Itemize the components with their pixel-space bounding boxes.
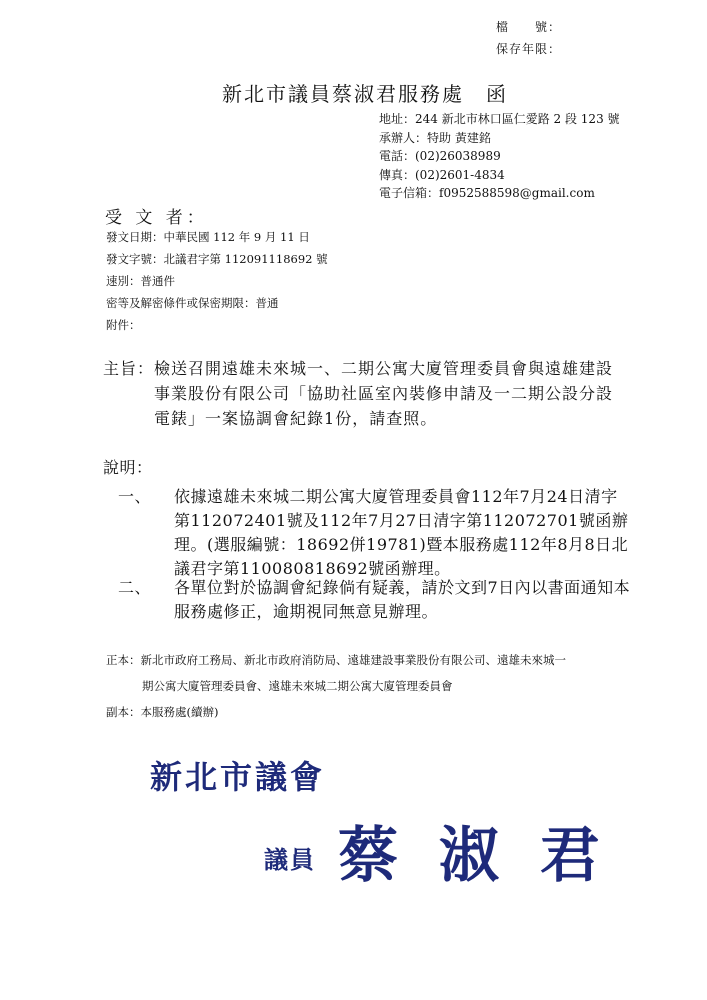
item-number: 一、 [118,487,152,506]
subject-text: 檢送召開遠雄未來城一、二期公寓大廈管理委員會與遠雄建設事業股份有限公司「協助社區室內裝修申請及一二期公設分設電錶」一案協調會紀錄1份，請查照。 [154,359,614,428]
distribution-copy [106,699,218,725]
subject-section [103,356,624,431]
document-title: 新北市議員蔡淑君服務處 函 [222,82,508,106]
main-recipients-line2: 期公寓大廈管理委員會、遠雄未來城二期公寓大廈管理委員會 [142,679,453,693]
document-meta [106,226,328,336]
main-recipients-line1: 新北市政府工務局、新北市政府消防局、遠雄建設事業股份有限公司、遠雄未來城一 [140,653,566,667]
document-number: 發文字號：北議君字第 112091118692 號 [106,252,328,266]
delivery-speed: 速別：普通件 [106,274,175,288]
item-text: 依據遠雄未來城二期公寓大廈管理委員會112年7月24日清字第112072401號及112年7月27日清字第112072701號函辦理。(選服編號：18692併19781)暨本服務處112年8月8日北議君字第110080818692號函辦理。 [174,487,629,578]
recipient-label: 受 文 者： [105,208,208,228]
main-recipients-label: 正本： [106,653,141,667]
subject-label: 主旨： [103,359,155,378]
councillor-title: 議員 [264,846,316,874]
sender-address: 地址：244 新北市林口區仁愛路 2 段 123 號 [379,112,620,126]
distribution-main [106,647,566,673]
copy-recipients-text: 本服務處(續辦) [140,705,219,719]
item-number: 二、 [118,578,152,597]
sender-fax: 傳真：(02)2601-4834 [379,167,505,182]
councillor-name-signature: 蔡 淑 君 [338,821,610,891]
retention-period-label: 保存年限： [496,42,562,56]
sender-phone: 電話：(02)26038989 [379,149,501,163]
explanation-label: 說明： [103,458,153,477]
sender-email: 電子信箱：f0952588598@gmail.com [379,186,595,200]
item-text: 各單位對於協調會紀錄倘有疑義，請於文到7日內以書面通知本服務處修正，逾期視同無意見辦理。 [174,578,631,621]
copy-recipients-label: 副本： [106,705,141,719]
attachment-label: 附件： [106,318,141,332]
security-level: 密等及解密條件或保密期限：普通 [106,296,279,310]
explanation-item [118,576,638,626]
explanation-item [118,485,638,585]
sender-contact: 承辦人：特助 黃建銘 [379,130,491,145]
file-number-label: 檔 號： [496,20,562,34]
issue-date: 發文日期：中華民國 112 年 9 月 11 日 [106,230,310,244]
sender-info [379,110,620,203]
council-seal-text: 新北市議會 [150,758,326,796]
